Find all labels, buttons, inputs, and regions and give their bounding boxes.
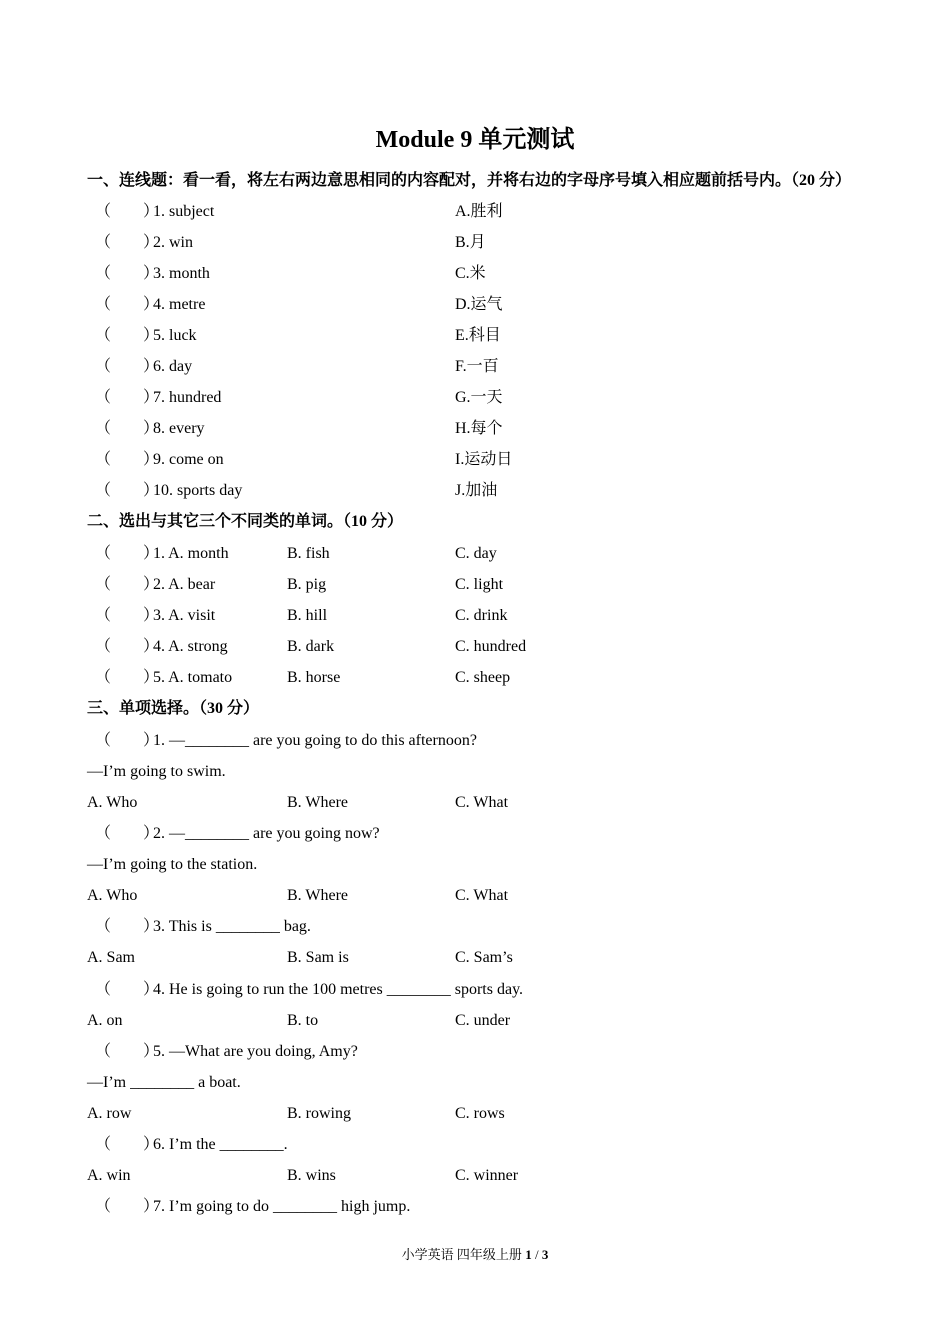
option-b: B. fish (287, 545, 330, 562)
option-c: C. sheep (455, 669, 511, 686)
option-a: A. Sam (87, 949, 135, 966)
option-c: C. light (455, 576, 504, 593)
section-1-heading: 一、连线题：看一看，将左右两边意思相同的内容配对，并将右边的字母序号填入相应题前括号内。（20 分） (87, 172, 852, 189)
option-b: B. wins (287, 1167, 336, 1184)
option-text: F.一百 (455, 358, 499, 375)
question-text: 5. luck (153, 327, 197, 344)
answer-blank[interactable]: （ ） (95, 327, 160, 344)
answer-blank[interactable]: （ ） (95, 389, 160, 406)
question-text: 3. month (153, 265, 210, 282)
question-reply: —I’m going to the station. (87, 856, 258, 873)
option-b: B. Sam is (287, 949, 349, 966)
question-text: 7. hundred (153, 389, 222, 406)
option-a: 4. A. strong (153, 638, 228, 655)
option-text: D.运气 (455, 296, 503, 313)
option-b: B. Where (287, 887, 349, 904)
answer-blank[interactable]: （ ） (95, 420, 160, 437)
option-c: C. hundred (455, 638, 527, 655)
answer-blank[interactable]: （ ） (95, 607, 160, 624)
answer-blank[interactable]: （ ） (95, 234, 160, 251)
question-text: 10. sports day (153, 482, 243, 499)
page-total: 3 (541, 1247, 549, 1262)
option-c: C. winner (455, 1167, 519, 1184)
option-c: C. What (455, 887, 509, 904)
answer-blank[interactable]: （ ） (95, 732, 160, 749)
question-text: 9. come on (153, 451, 224, 468)
option-b: B. Where (287, 794, 349, 811)
option-a: A. Who (87, 794, 138, 811)
option-b: B. pig (287, 576, 327, 593)
option-c: C. day (455, 545, 497, 562)
question-text: 6. day (153, 358, 193, 375)
option-text: E.科目 (455, 327, 501, 344)
question-text: 5. —What are you doing, Amy? (153, 1043, 358, 1060)
question-text: 4. metre (153, 296, 206, 313)
section-2-heading: 二、选出与其它三个不同类的单词。（10 分） (87, 513, 404, 530)
page-footer (0, 1244, 950, 1266)
page-number: 1 (525, 1247, 532, 1262)
option-a: A. win (87, 1167, 131, 1184)
option-text: C.米 (455, 265, 486, 282)
option-a: 3. A. visit (153, 607, 216, 624)
section-3-heading: 三、单项选择。（30 分） (87, 700, 260, 717)
question-text: 1. subject (153, 203, 215, 220)
option-a: A. Who (87, 887, 138, 904)
answer-blank[interactable]: （ ） (95, 545, 160, 562)
answer-blank[interactable]: （ ） (95, 1136, 160, 1153)
option-c: C. under (455, 1012, 511, 1029)
option-text: B.月 (455, 234, 486, 251)
option-a: 2. A. bear (153, 576, 216, 593)
option-c: C. Sam’s (455, 949, 513, 966)
answer-blank[interactable]: （ ） (95, 358, 160, 375)
option-c: C. What (455, 794, 509, 811)
option-b: B. horse (287, 669, 341, 686)
answer-blank[interactable]: （ ） (95, 451, 160, 468)
question-reply: —I’m ________ a boat. (87, 1074, 241, 1091)
question-text: 1. —________ are you going to do this afternoon? (153, 732, 477, 749)
answer-blank[interactable]: （ ） (95, 825, 160, 842)
answer-blank[interactable]: （ ） (95, 981, 160, 998)
answer-blank[interactable]: （ ） (95, 1043, 160, 1060)
option-b: B. rowing (287, 1105, 351, 1122)
option-a: A. on (87, 1012, 123, 1029)
page-separator: / (531, 1247, 542, 1262)
page-title: Module 9 单元测试 (375, 127, 575, 153)
option-text: J.加油 (455, 482, 498, 499)
answer-blank[interactable]: （ ） (95, 638, 160, 655)
option-b: B. hill (287, 607, 328, 624)
option-c: C. drink (455, 607, 508, 624)
answer-blank[interactable]: （ ） (95, 296, 160, 313)
option-b: B. to (287, 1012, 319, 1029)
answer-blank[interactable]: （ ） (95, 1198, 160, 1215)
question-text: 4. He is going to run the 100 metres ________ sports day. (153, 981, 524, 998)
option-text: A.胜利 (455, 203, 503, 220)
answer-blank[interactable]: （ ） (95, 918, 160, 935)
question-text: 2. win (153, 234, 193, 251)
option-a: 5. A. tomato (153, 669, 233, 686)
answer-blank[interactable]: （ ） (95, 265, 160, 282)
option-text: G.一天 (455, 389, 503, 406)
option-a: A. row (87, 1105, 132, 1122)
option-text: I.运动日 (455, 451, 513, 468)
question-text: 3. This is ________ bag. (153, 918, 311, 935)
answer-blank[interactable]: （ ） (95, 203, 160, 220)
option-b: B. dark (287, 638, 335, 655)
option-text: H.每个 (455, 420, 503, 437)
footer-text: 小学英语 四年级上册 (401, 1247, 526, 1262)
question-text: 7. I’m going to do ________ high jump. (153, 1198, 411, 1215)
question-text: 6. I’m the ________. (153, 1136, 288, 1153)
option-c: C. rows (455, 1105, 505, 1122)
answer-blank[interactable]: （ ） (95, 576, 160, 593)
answer-blank[interactable]: （ ） (95, 669, 160, 686)
question-text: 2. —________ are you going now? (153, 825, 380, 842)
question-reply: —I’m going to swim. (87, 763, 226, 780)
option-a: 1. A. month (153, 545, 229, 562)
answer-blank[interactable]: （ ） (95, 482, 160, 499)
question-text: 8. every (153, 420, 205, 437)
